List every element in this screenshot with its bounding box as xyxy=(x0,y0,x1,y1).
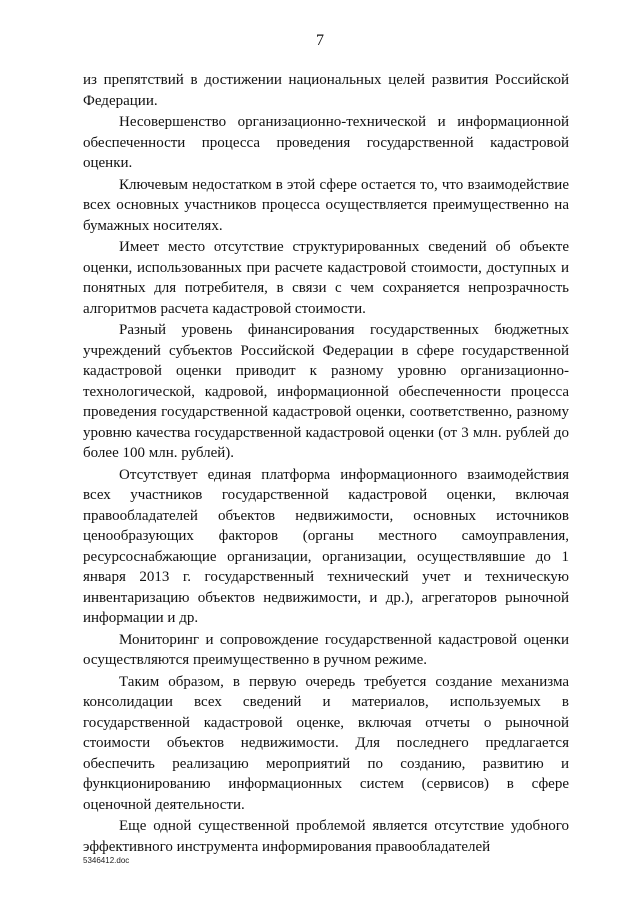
document-body xyxy=(83,70,569,858)
paragraph: Имеет место отсутствие структурированных сведений об объекте оценки, использованных при расчете кадастровой стоимости, доступных и понятных для потребителя, в связи с чем сохраняется непрозрачность алгоритмов расчета кадастровой стоимости. xyxy=(83,239,569,317)
document-code: 5346412.doc xyxy=(83,856,130,865)
page-number: 7 xyxy=(316,32,324,49)
paragraph: Разный уровень финансирования государственных бюджетных учреждений субъектов Российской Федерации в сфере государственной кадастровой оценки приводит к разному уровню организационно-технологической, кадровой, информационной обеспеченности процесса проведения государственной кадастровой оценки, соответственно, разному уровню качества государственной кадастровой оценки (от 3 млн. рублей до более 100 млн. рублей). xyxy=(83,322,569,461)
paragraph-continuation: из препятствий в достижении национальных целей развития Российской Федерации. xyxy=(83,72,569,109)
paragraph: Мониторинг и сопровождение государственной кадастровой оценки осуществляются преимущественно в ручном режиме. xyxy=(83,631,569,668)
paragraph: Ключевым недостатком в этой сфере остается то, что взаимодействие всех основных участников процесса осуществляется преимущественно на бумажных носителях. xyxy=(83,176,569,234)
paragraph: Таким образом, в первую очередь требуется создание механизма консолидации всех сведений и материалов, используемых в государственной кадастровой оценке, включая отчеты о рыночной стоимости объектов недвижимости. Для последнего предлагается обеспечить реализацию мероприятий по созданию, развитию и функционированию информационных систем (сервисов) в сфере оценочной деятельности. xyxy=(83,673,569,813)
paragraph: Еще одной существенной проблемой является отсутствие удобного эффективного инструмента информирования правообладателей xyxy=(83,818,569,855)
paragraph: Отсутствует единая платформа информационного взаимодействия всех участников государственной кадастровой оценки, включая правообладателей объектов недвижимости, основных источников ценообразующих факторов (органы местного самоуправления, ресурсоснабжающие организации, организации, осуществлявшие до 1 января 2013 г. государственный технический учет и техническую инвентаризацию объектов недвижимости, и др.), агрегаторов рыночной информации и др. xyxy=(83,466,569,626)
paragraph: Несовершенство организационно-технической и информационной обеспеченности процесса проведения государственной кадастровой оценки. xyxy=(83,114,569,171)
